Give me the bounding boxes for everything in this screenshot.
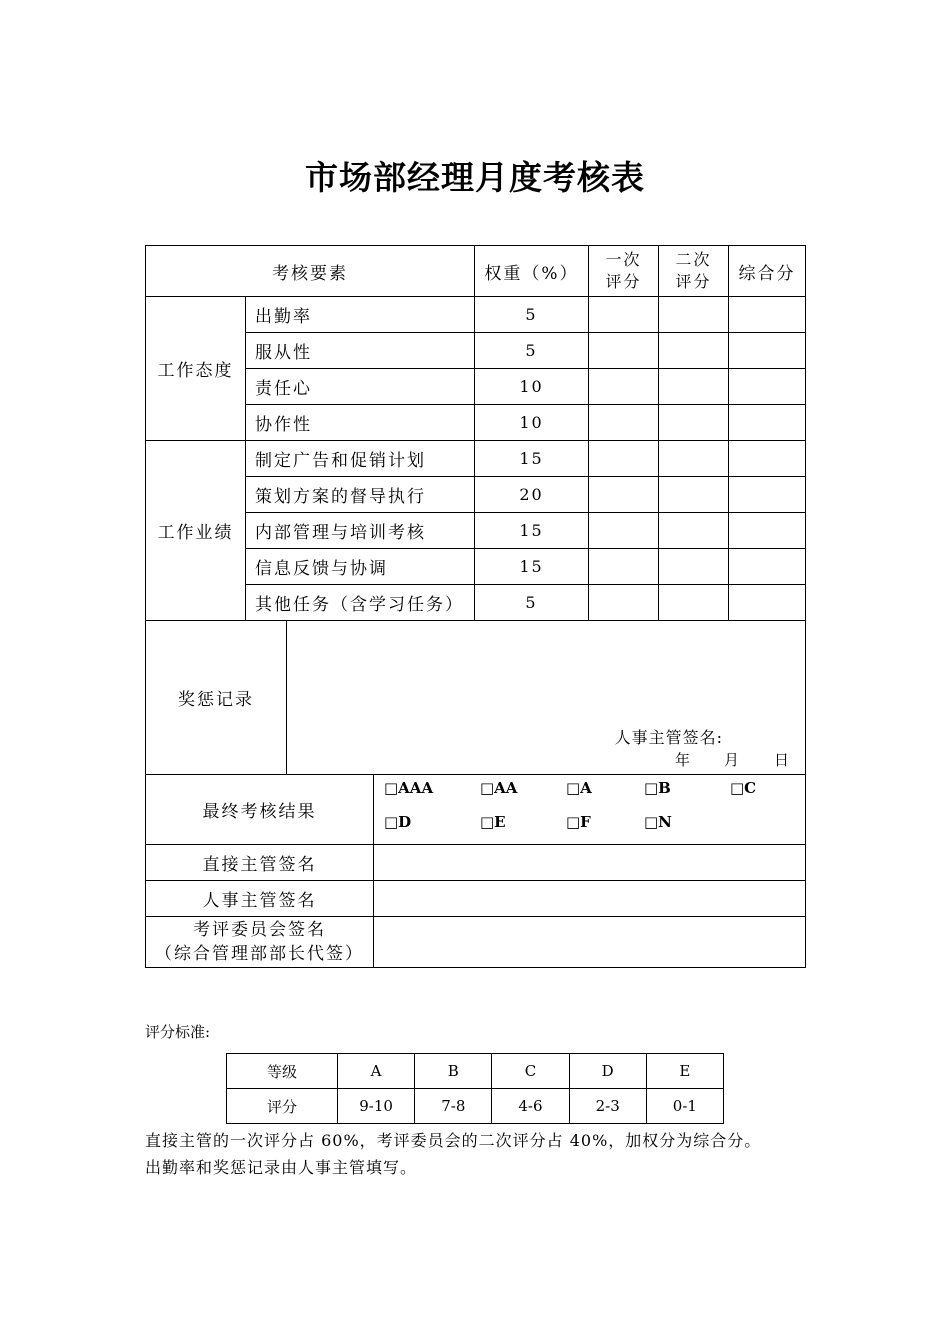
result-option-checkbox[interactable]: □A bbox=[566, 779, 592, 797]
criteria-name: 其他任务（含学习任务） bbox=[246, 585, 475, 621]
total-score-field[interactable] bbox=[729, 405, 806, 441]
hr-signature-field[interactable] bbox=[374, 881, 806, 917]
header-element: 考核要素 bbox=[146, 246, 475, 297]
first-score-field[interactable] bbox=[589, 333, 659, 369]
group-label: 工作态度 bbox=[146, 297, 246, 441]
result-option-checkbox[interactable]: □AAA bbox=[384, 779, 434, 797]
grade-cell: C bbox=[492, 1054, 569, 1089]
result-option-checkbox[interactable]: □E bbox=[480, 813, 506, 831]
second-score-field[interactable] bbox=[659, 441, 729, 477]
day-label: 日 bbox=[774, 751, 792, 769]
grading-standard-table bbox=[226, 1053, 724, 1124]
criteria-weight: 5 bbox=[475, 333, 589, 369]
criteria-row bbox=[146, 297, 806, 333]
direct-signature-field[interactable] bbox=[374, 845, 806, 881]
criteria-name: 协作性 bbox=[246, 405, 475, 441]
criteria-weight: 10 bbox=[475, 369, 589, 405]
score-cell: 9-10 bbox=[338, 1089, 415, 1124]
criteria-weight: 5 bbox=[475, 297, 589, 333]
year-label: 年 bbox=[675, 751, 693, 769]
criteria-name: 制定广告和促销计划 bbox=[246, 441, 475, 477]
direct-signature-label: 直接主管签名 bbox=[146, 845, 374, 881]
second-score-field[interactable] bbox=[659, 585, 729, 621]
grade-cell: A bbox=[338, 1054, 415, 1089]
criteria-weight: 20 bbox=[475, 477, 589, 513]
rewards-signature-label: 人事主管签名: bbox=[614, 728, 723, 747]
score-cell: 0-1 bbox=[646, 1089, 723, 1124]
first-score-field[interactable] bbox=[589, 441, 659, 477]
final-result-label: 最终考核结果 bbox=[146, 775, 374, 845]
assessment-table bbox=[145, 245, 806, 968]
standard-label: 评分标准: bbox=[145, 1023, 211, 1041]
score-cell: 7-8 bbox=[415, 1089, 492, 1124]
result-option-checkbox[interactable]: □AA bbox=[480, 779, 518, 797]
second-score-field[interactable] bbox=[659, 369, 729, 405]
second-score-field[interactable] bbox=[659, 477, 729, 513]
result-option-checkbox[interactable]: □B bbox=[644, 779, 671, 797]
criteria-name: 信息反馈与协调 bbox=[246, 549, 475, 585]
criteria-weight: 15 bbox=[475, 441, 589, 477]
first-score-field[interactable] bbox=[589, 585, 659, 621]
header-second-score: 二次 评分 bbox=[659, 246, 729, 297]
criteria-name: 责任心 bbox=[246, 369, 475, 405]
note-line-2: 出勤率和奖惩记录由人事主管填写。 bbox=[145, 1158, 418, 1177]
second-score-field[interactable] bbox=[659, 549, 729, 585]
first-score-field[interactable] bbox=[589, 513, 659, 549]
score-row bbox=[227, 1089, 724, 1124]
first-score-field[interactable] bbox=[589, 369, 659, 405]
second-score-field[interactable] bbox=[659, 333, 729, 369]
criteria-name: 策划方案的督导执行 bbox=[246, 477, 475, 513]
header-total: 综合分 bbox=[729, 246, 806, 297]
result-option-checkbox[interactable]: □C bbox=[730, 779, 757, 797]
rewards-row bbox=[146, 621, 806, 775]
result-option-checkbox[interactable]: □F bbox=[566, 813, 591, 831]
hr-signature-row bbox=[146, 881, 806, 917]
committee-signature-field[interactable] bbox=[374, 917, 806, 968]
total-score-field[interactable] bbox=[729, 333, 806, 369]
criteria-name: 内部管理与培训考核 bbox=[246, 513, 475, 549]
second-score-field[interactable] bbox=[659, 405, 729, 441]
rewards-label: 奖惩记录 bbox=[146, 621, 287, 775]
committee-label-line2: （综合管理部部长代签） bbox=[155, 944, 364, 964]
second-score-field[interactable] bbox=[659, 513, 729, 549]
hr-signature-label: 人事主管签名 bbox=[146, 881, 374, 917]
committee-signature-label bbox=[146, 917, 374, 968]
month-label: 月 bbox=[724, 751, 742, 769]
second-score-field[interactable] bbox=[659, 297, 729, 333]
first-score-field[interactable] bbox=[589, 405, 659, 441]
final-result-options bbox=[374, 775, 806, 845]
table-header-row bbox=[146, 246, 806, 297]
total-score-field[interactable] bbox=[729, 549, 806, 585]
criteria-weight: 5 bbox=[475, 585, 589, 621]
first-score-field[interactable] bbox=[589, 549, 659, 585]
score-row-header: 评分 bbox=[227, 1089, 338, 1124]
note-line-1: 直接主管的一次评分占 60%，考评委员会的二次评分占 40%，加权分为综合分。 bbox=[145, 1131, 762, 1150]
criteria-weight: 15 bbox=[475, 513, 589, 549]
criteria-name: 出勤率 bbox=[246, 297, 475, 333]
total-score-field[interactable] bbox=[729, 513, 806, 549]
rewards-field[interactable] bbox=[287, 621, 806, 775]
total-score-field[interactable] bbox=[729, 441, 806, 477]
criteria-row bbox=[146, 441, 806, 477]
committee-label-line1: 考评委员会签名 bbox=[193, 920, 326, 940]
score-cell: 2-3 bbox=[569, 1089, 646, 1124]
grade-row-header: 等级 bbox=[227, 1054, 338, 1089]
result-option-checkbox[interactable]: □D bbox=[384, 813, 412, 831]
grade-cell: D bbox=[569, 1054, 646, 1089]
total-score-field[interactable] bbox=[729, 477, 806, 513]
total-score-field[interactable] bbox=[729, 369, 806, 405]
criteria-weight: 15 bbox=[475, 549, 589, 585]
grade-cell: B bbox=[415, 1054, 492, 1089]
committee-signature-row bbox=[146, 917, 806, 968]
total-score-field[interactable] bbox=[729, 297, 806, 333]
result-option-checkbox[interactable]: □N bbox=[644, 813, 672, 831]
first-score-field[interactable] bbox=[589, 477, 659, 513]
header-first-score: 一次 评分 bbox=[589, 246, 659, 297]
grade-row bbox=[227, 1054, 724, 1089]
group-label: 工作业绩 bbox=[146, 441, 246, 621]
score-cell: 4-6 bbox=[492, 1089, 569, 1124]
first-score-field[interactable] bbox=[589, 297, 659, 333]
document-title: 市场部经理月度考核表 bbox=[305, 158, 645, 197]
criteria-weight: 10 bbox=[475, 405, 589, 441]
direct-signature-row bbox=[146, 845, 806, 881]
criteria-name: 服从性 bbox=[246, 333, 475, 369]
grade-cell: E bbox=[646, 1054, 723, 1089]
header-weight: 权重（%） bbox=[475, 246, 589, 297]
total-score-field[interactable] bbox=[729, 585, 806, 621]
final-result-row bbox=[146, 775, 806, 845]
